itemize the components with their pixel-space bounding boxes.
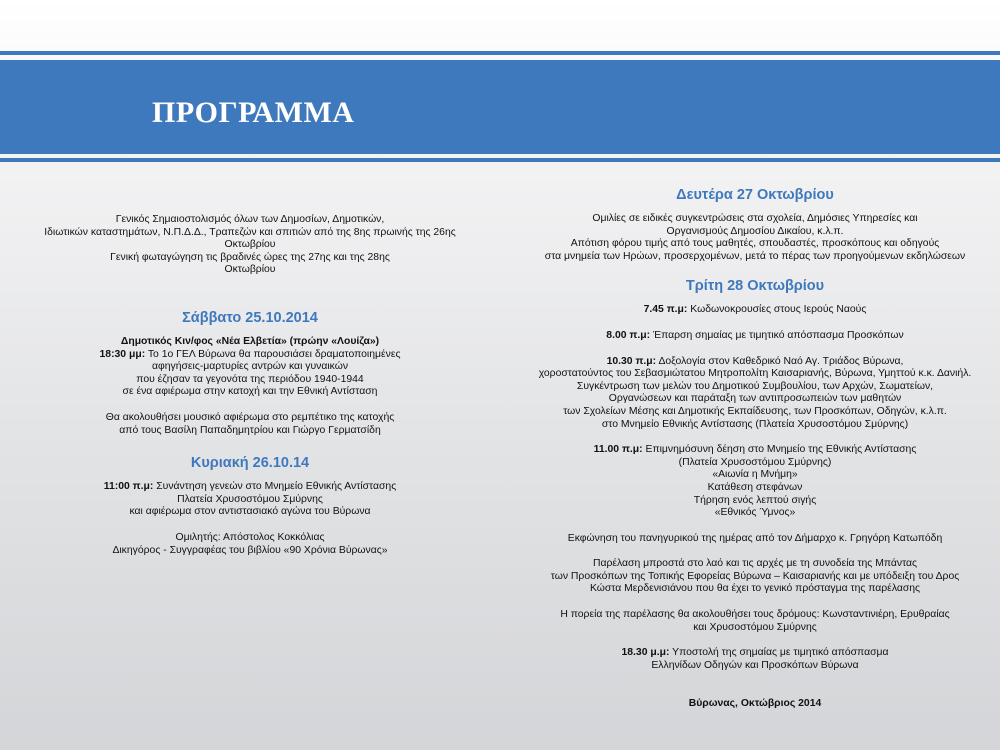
event-time: 11.00 π.μ: [593, 444, 643, 456]
event-text: Το 1ο ΓΕΛ Βύρωνα θα παρουσιάσει δραματοποιημένες [145, 348, 401, 360]
event-line [510, 304, 1000, 317]
event-text: Κωδωνοκρουσίες στους Ιερούς Ναούς [687, 304, 867, 316]
event-line [30, 349, 470, 362]
intro-line: Ιδιωτικών καταστημάτων, Ν.Π.Δ.Δ., Τραπεζών και σπιτιών από της 8ης πρωινής της 26ης [44, 226, 456, 238]
saturday-heading: Σάββατο 25.10.2014 [182, 309, 318, 326]
event-line: σε ένα αφιέρωμα στην κατοχή και την Εθνική Αντίσταση [122, 386, 378, 398]
event-line: Κατάθεση στεφάνων [707, 481, 803, 493]
event-line: στο Μνημείο Εθνικής Αντίστασης (Πλατεία Χρυσοστόμου Σμύρνης) [601, 418, 909, 430]
monday-line: στα μνημεία των Ηρώων, προσερχομένων, μετά το πέρας των προηγούμενων εκδηλώσεων [544, 250, 966, 262]
event-line: Συγκέντρωση των μελών του Δημοτικού Συμβουλίου, των Αρχών, Σωματείων, [576, 380, 934, 392]
event-text: Δοξολογία στον Καθεδρικό Ναό Αγ. Τριάδος Βύρωνα, [656, 355, 904, 367]
event-time: 11:00 π.μ: [103, 481, 154, 493]
monday-heading: Δευτέρα 27 Οκτωβρίου [676, 187, 834, 203]
event-time: 18:30 μμ: [99, 348, 146, 360]
event-time: 7.45 π.μ: [643, 304, 688, 316]
event-text: Υποστολή της σημαίας με τιμητικό απόσπασμα [669, 647, 889, 659]
intro-line: Γενική φωταγώγηση τις βραδινές ώρες της 27ης και της 28ης [110, 251, 390, 263]
event-time: 8.00 π.μ: [606, 329, 651, 341]
event-line [30, 481, 470, 494]
header-banner [0, 60, 1000, 154]
saturday-venue: Δημοτικός Κιν/φος «Νέα Ελβετία» (πρώην «Λουίζα») [120, 335, 380, 347]
speech-line: Εκφώνηση του πανηγυρικού της ημέρας από τον Δήμαρχο κ. Γρηγόρη Κατωπόδη [567, 532, 943, 544]
event-line: Τήρηση ενός λεπτού σιγής [693, 494, 817, 506]
saturday-event [30, 336, 470, 437]
music-line: Θα ακολουθήσει μουσικό αφιέρωμα στο ρεμπέτικο της κατοχής [105, 411, 395, 423]
intro-block [30, 214, 470, 277]
event-line: «Εθνικός Ύμνος» [714, 507, 796, 519]
top-stripe [0, 51, 1000, 55]
monday-block [510, 213, 1000, 263]
event-line: «Αιωνία η Μνήμη» [712, 469, 798, 481]
event-line: που έζησαν τα γεγονότα της περιόδου 1940-1944 [136, 373, 364, 385]
event-line: και αφιέρωμα στον αντιστασιακό αγώνα του Βύρωνα [129, 506, 371, 518]
event-time: 10.30 π.μ: [606, 355, 657, 367]
left-column [30, 214, 470, 557]
event-text: Έπαρση σημαίας με τιμητικό απόσπασμα Προσκόπων [650, 329, 904, 341]
intro-line: Γενικός Σημαιοστολισμός όλων των Δημοσίων, Δημοτικών, [115, 214, 385, 225]
sunday-heading: Κυριακή 26.10.14 [190, 455, 310, 472]
event-line [510, 647, 1000, 660]
event-line: χοροστατούντος του Σεβασμιώτατου Μητροπολίτη Καισαριανής, Βύρωνα, Υμηττού κ.κ. Δανιήλ. [538, 368, 972, 380]
speaker-line: Δικηγόρος - Συγγραφέας του βιβλίου «90 Χρόνια Βύρωνας» [112, 544, 388, 556]
parade-line: Κώστα Μερδενισιάνου που θα έχει το γενικό πρόσταγμα της παρέλασης [589, 583, 921, 595]
parade-line: Παρέλαση μπροστά στο λαό και τις αρχές με τη συνοδεία της Μπάντας [592, 558, 918, 570]
event-line: των Σχολείων Μέσης και Δημοτικής Εκπαίδευσης, των Προσκόπων, Οδηγών, κ.λ.π. [563, 405, 947, 417]
right-column [510, 185, 1000, 711]
route-line: και Χρυσοστόμου Σμύρνης [693, 621, 817, 633]
parade-line: των Προσκόπων της Τοπικής Εφορείας Βύρωνα – Καισαριανής και με υπόδειξη του Δρος [550, 570, 960, 582]
intro-line: Οκτωβρίου [224, 264, 276, 276]
event-text: Επιμνημόσυνη δέηση στο Μνημείο της Εθνικής Αντίστασης [642, 444, 917, 456]
music-line: από τους Βασίλη Παπαδημητρίου και Γιώργο Γερματσίδη [119, 424, 381, 436]
speaker-line: Ομιλητής: Απόστολος Κοκκόλιας [175, 531, 325, 543]
route-line: Η πορεία της παρέλασης θα ακολουθήσει τους δρόμους: Κωνσταντινιέρη, Ερυθραίας [560, 609, 950, 621]
event-line [510, 330, 1000, 343]
bottom-stripe [0, 158, 1000, 162]
event-line: Πλατεία Χρυσοστόμου Σμύρνης [177, 493, 323, 505]
event-line [510, 444, 1000, 457]
event-text: Συνάντηση γενεών στο Μνημείο Εθνικής Αντίστασης [153, 481, 397, 493]
tuesday-block [510, 304, 1000, 672]
page-title: ΠΡΟΓΡΑΜΜΑ [152, 96, 355, 129]
tuesday-heading: Τρίτη 28 Οκτωβρίου [685, 278, 825, 295]
monday-line: Απότιση φόρου τιμής από τους μαθητές, σπουδαστές, προσκόπους και οδηγούς [570, 238, 940, 250]
monday-line: Οργανισμούς Δημοσίου Δικαίου, κ.λ.π. [666, 225, 844, 237]
event-time: 18.30 μ.μ: [621, 647, 670, 659]
signature: Βύρωνας, Οκτώβριος 2014 [688, 698, 822, 710]
event-line [510, 356, 1000, 369]
sunday-event [30, 481, 470, 557]
event-line: (Πλατεία Χρυσοστόμου Σμύρνης) [678, 456, 832, 468]
monday-line: Ομιλίες σε ειδικές συγκεντρώσεις στα σχολεία, Δημόσιες Υπηρεσίες και [592, 213, 918, 224]
event-line: Οργανώσεων και παράταξη των αντιπροσωπειών των μαθητών [608, 393, 902, 405]
event-line: Ελληνίδων Οδηγών και Προσκόπων Βύρωνα [651, 659, 859, 671]
intro-line: Οκτωβρίου [224, 239, 276, 251]
event-line: αφηγήσεις-μαρτυρίες αντρών και γυναικών [151, 361, 349, 373]
